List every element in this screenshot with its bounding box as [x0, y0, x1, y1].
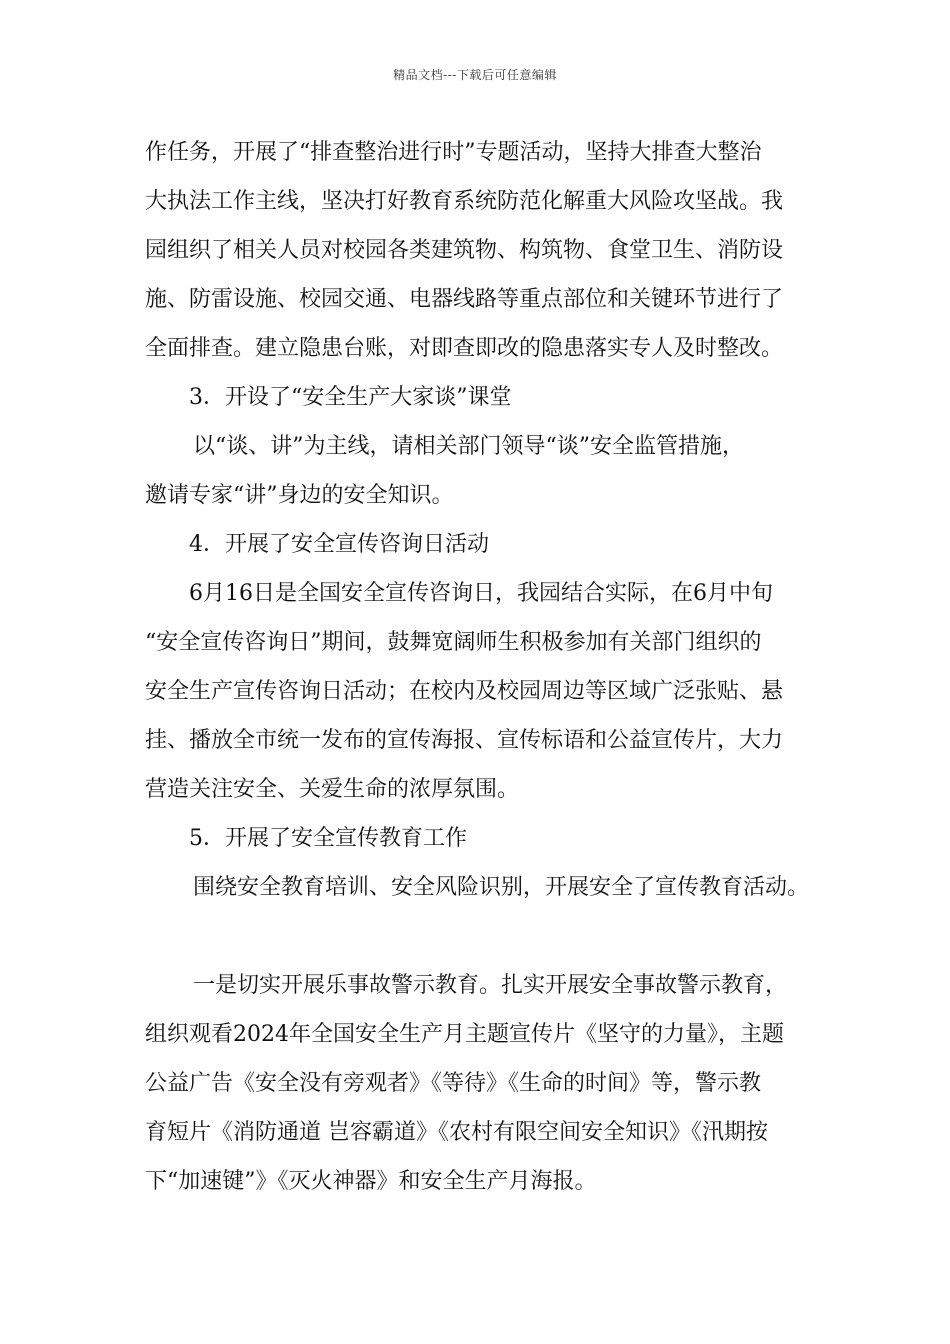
paragraph-line: 邀请专家“讲”身边的安全知识。	[145, 483, 454, 508]
paragraph-line: 营造关注安全、关爱生命的浓厚氛围。	[145, 777, 520, 802]
paragraph-line: 安全生产宣传咨询日活动；在校内及校园周边等区域广泛张贴、悬	[145, 679, 784, 704]
paragraph-line: 6月16日是全国安全宣传咨询日，我园结合实际，在6月中旬	[189, 581, 773, 606]
paragraph-line: 围绕安全教育培训、安全风险识别，开展安全了宣传教育活动。	[193, 875, 810, 900]
paragraph-line: 园组织了相关人员对校园各类建筑物、构筑物、食堂卫生、消防设	[145, 238, 784, 263]
section-heading: 5．开展了安全宣传教育工作	[189, 826, 467, 851]
paragraph-line: 育短片《消防通道 岂容霸道》《农村有限空间安全知识》《汛期按	[145, 1120, 768, 1145]
paragraph-line: 组织观看2024年全国安全生产月主题宣传片《坚守的力量》，主题	[145, 1022, 784, 1047]
paragraph-line: 全面排查。建立隐患台账，对即查即改的隐患落实专人及时整改。	[145, 336, 784, 361]
paragraph-line: 公益广告《安全没有旁观者》《等待》《生命的时间》等，警示教	[145, 1071, 762, 1096]
document-body	[145, 128, 815, 1206]
section-heading: 4．开展了安全宣传咨询日活动	[189, 532, 489, 557]
paragraph-line: “安全宣传咨询日”期间，鼓舞宽阔师生积极参加有关部门组织的	[145, 630, 762, 655]
paragraph-line: 大执法工作主线，坚决打好教育系统防范化解重大风险攻坚战。我	[145, 189, 784, 214]
paragraph-line: 以“谈、讲”为主线，请相关部门领导“谈”安全监管措施，	[193, 434, 744, 459]
page-header: 精品文档---下载后可任意编辑	[393, 68, 557, 82]
paragraph-spacer	[145, 912, 815, 961]
paragraph-line: 一是切实开展乐事故警示教育。扎实开展安全事故警示教育，	[193, 973, 788, 998]
paragraph-line: 施、防雷设施、校园交通、电器线路等重点部位和关键环节进行了	[145, 287, 784, 312]
paragraph-line: 作任务，开展了“排查整治进行时”专题活动，坚持大排查大整治	[145, 140, 762, 165]
paragraph-line: 下“加速键”》《灭火神器》和安全生产月海报。	[145, 1169, 597, 1194]
paragraph-line: 挂、播放全市统一发布的宣传海报、宣传标语和公益宣传片，大力	[145, 728, 784, 753]
section-heading: 3．开设了“安全生产大家谈”课堂	[189, 385, 512, 410]
